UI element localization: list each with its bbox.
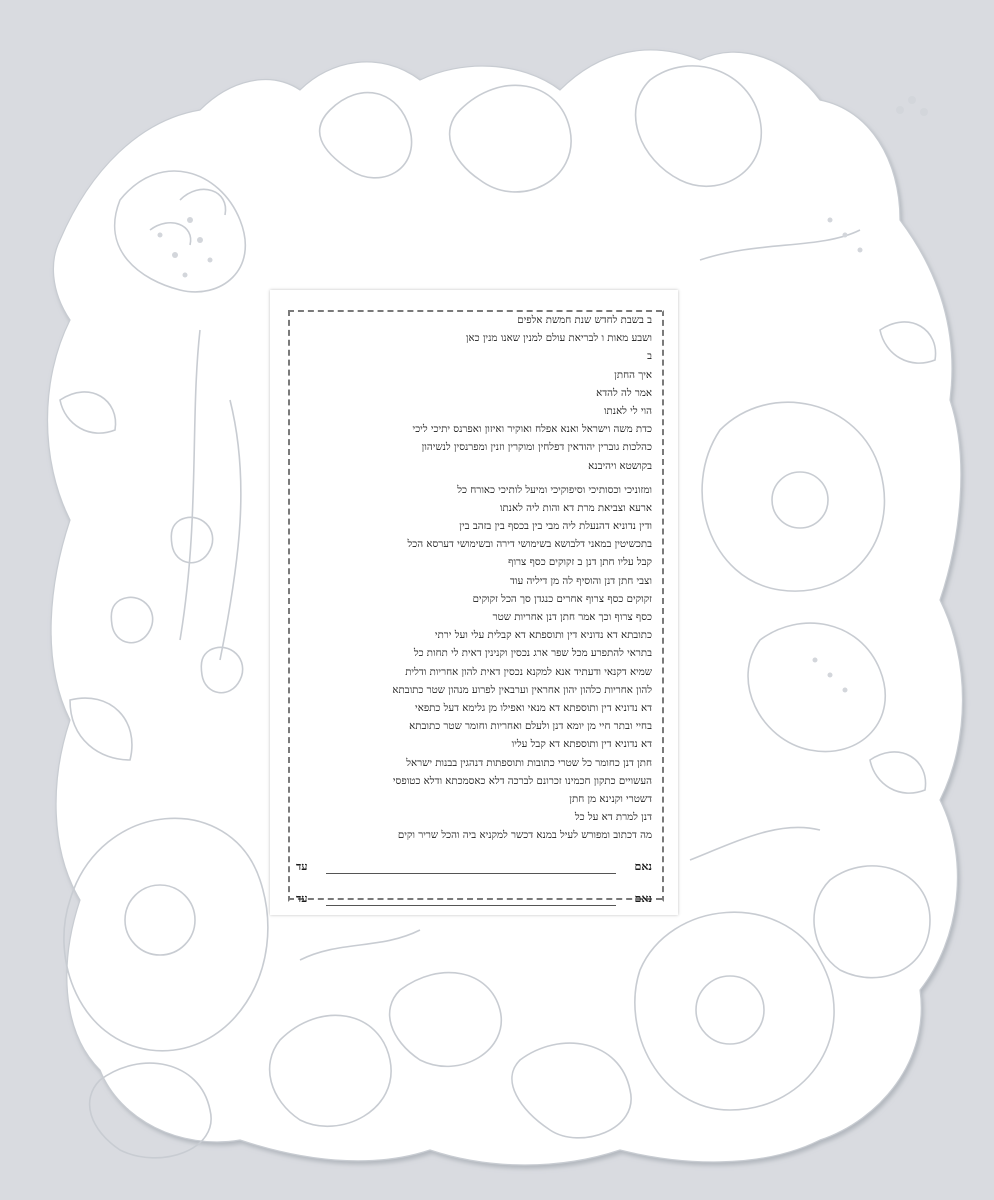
text-line: וצבי חתן דנן והוסיף לה מן דיליה עוד: [509, 575, 652, 587]
witness-label: עד: [296, 892, 308, 906]
signature-line[interactable]: [326, 861, 616, 874]
text-line: איך החתן: [614, 369, 652, 381]
text-line: בקושטא ויהיבנא: [588, 460, 652, 472]
text-line: בתכשיטין במאני דלבושא בשימושי דירה ובשימושי דערסא הכל: [407, 539, 652, 551]
text-line: ארעא וצביאת מרת דא והות ליה לאנתו: [499, 502, 652, 514]
text-line: הוי לי לאנתו: [603, 405, 652, 417]
text-line: כסף צרוף וכך אמר חתן דנן אחריות שטר: [492, 612, 652, 623]
text-line: ב בשבת לחדש שנת חמשת אלפים: [517, 315, 652, 326]
text-line: מה דכתוב ומפורש לעיל במנא דכשר למקניא ביה והכל שריר וקים: [397, 830, 652, 842]
signature-row: [296, 889, 652, 909]
text-line: חתן דנן כחומר כל שטרי כתובות ותוספתות דנהגין בבנות ישראל: [406, 757, 652, 769]
text-line: בתראי להתפרע מכל שפר ארג נכסין וקנינין דאית לי תחות כל: [413, 648, 652, 660]
signature-label: נאם: [634, 860, 652, 874]
text-line: זקוקים כסף צרוף אחרים כנגדן סך הכל זקוקים: [472, 593, 652, 605]
text-line: דא נדוניא דין ותוספתא דא מנאי ואפילו מן גלימא דעל כתפאי: [415, 702, 652, 714]
text-line: העשויים כתקון חכמינו זכרונם לברכה דלא כאסמכתא ודלא כטופסי: [392, 775, 652, 787]
text-line: דנן למרת דא על כל: [574, 812, 652, 824]
ketubah-text-panel: [270, 290, 678, 915]
text-line: כתובתא דא נדוניא דין ותוספתא דא קבלית עלי ועל ירתי: [434, 630, 652, 642]
witness-label: עד: [296, 860, 308, 874]
text-line: דשטרי וקנינא מן חתן: [569, 793, 652, 805]
signature-row: [296, 857, 652, 877]
text-line: כהלכות גוברין יהודאין דפלחין ומוקרין וזנין ומפרנסין לנשיהון: [421, 442, 652, 454]
text-line: בחיי ובתר חיי מן יומא דנן ולעלם ואחריות וחומר שטר כתובתא: [409, 721, 652, 733]
ketubah-text: [296, 312, 652, 909]
text-line: דא נדוניא דין ותוספתא דא קבל עליו: [511, 739, 652, 751]
text-line: ב: [647, 351, 652, 363]
signature-label: נאם: [634, 892, 652, 906]
text-line: קבל עליו חתן דנן ב זקוקים כסף צרוף: [508, 557, 652, 569]
text-line: אמר לה להדא: [596, 387, 652, 399]
text-line: ושבע מאות ו לבריאת עולם למנין שאנו מנין כאן: [465, 333, 652, 345]
text-line: ודין נדוניא דהנעלת ליה מבי בין בכסף בין בזהב בין: [459, 521, 652, 533]
text-line: להון אחריות כלהון יהון אחראין וערבאין לפרוע מנהון שטר כתובתא: [392, 684, 652, 696]
signature-line[interactable]: [326, 893, 616, 906]
text-line: כדת משה וישראל ואנא אפלח ואוקיר ואיזון ואפרנס יתיכי ליכי: [412, 424, 652, 436]
text-line: שמיא דקנאי ודעתיד אנא למקנא נכסין דאית להון אחריות ודלית: [405, 666, 652, 678]
text-line: ומזוניכי וכסותיכי וסיפוקיכי ומיעל לותיכי כאורח כל: [457, 484, 652, 496]
